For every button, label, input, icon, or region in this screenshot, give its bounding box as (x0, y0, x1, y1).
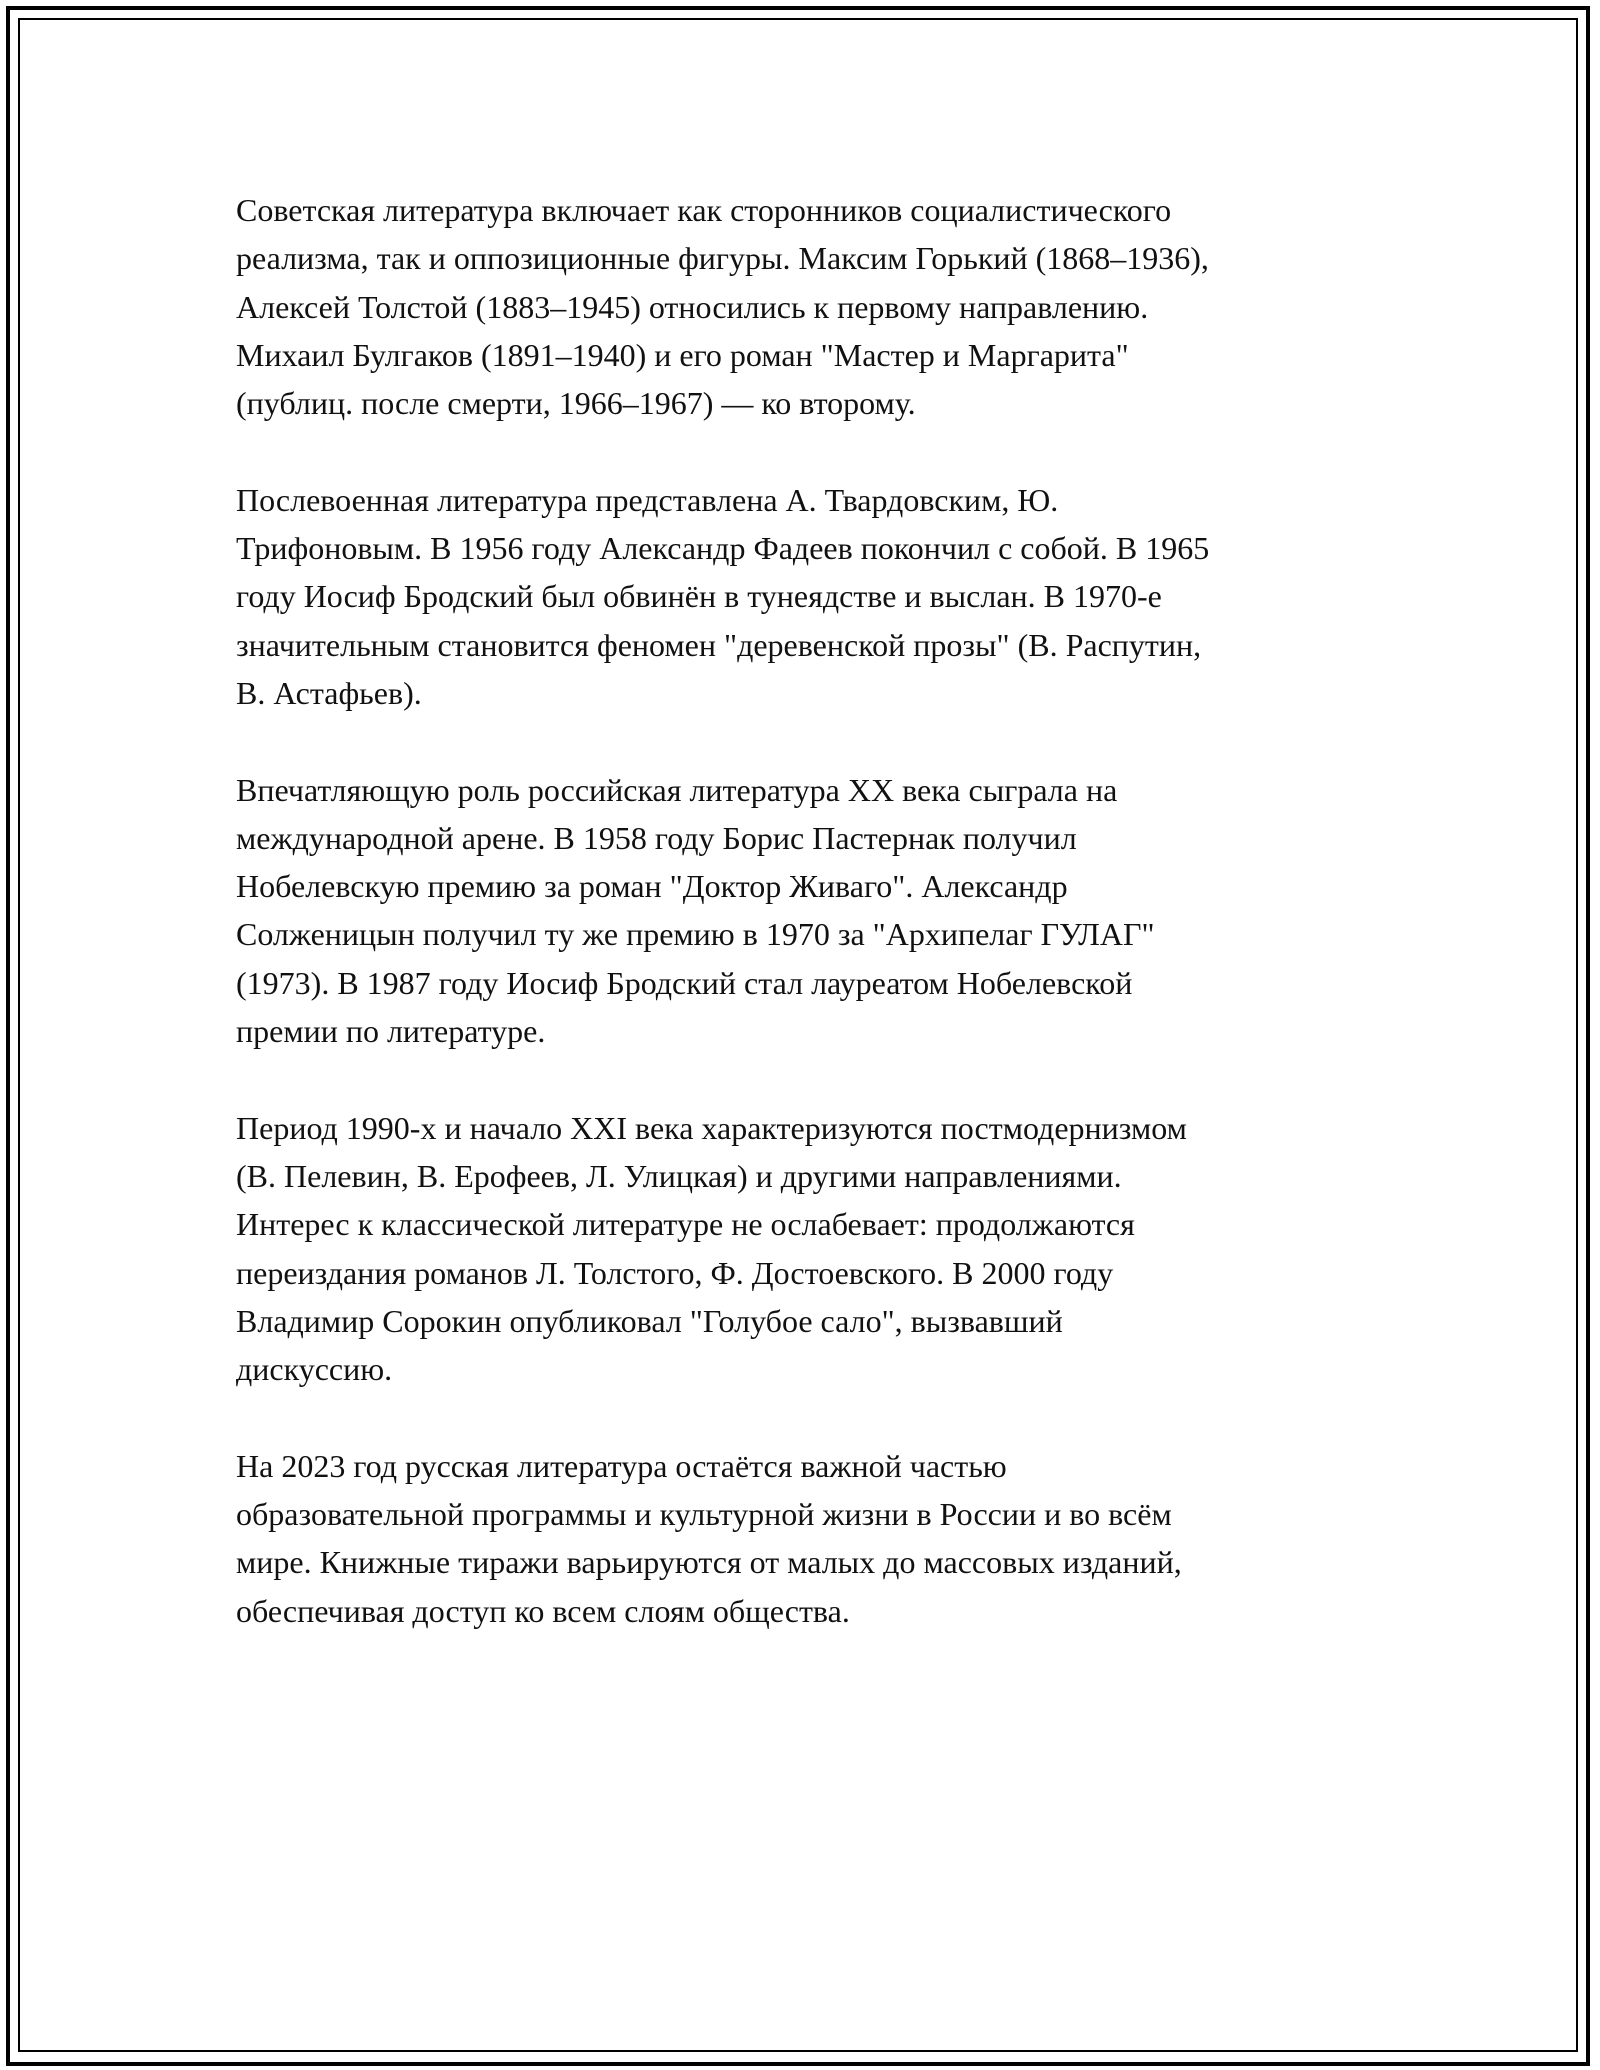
document-body (236, 186, 1386, 1683)
paragraph-postmodernism: Период 1990-х и начало XXI века характеризуются постмодернизмом (В. Пелевин, В. Ерофеев, Л. Улицкая) и другими направлениями. Интерес к классической литературе не ослабевает: продолжаются переиздания романов Л. Толстого, Ф. Достоевского. В 2000 году Владимир Сорокин опубликовал "Голубое сало", вызвавший дискуссию. (236, 1109, 1187, 1388)
paragraph-soviet-literature: Советская литература включает как сторонников социалистического реализма, так и оппозиционные фигуры. Максим Горький (1868–1936), Алексей Толстой (1883–1945) относились к первому направлению. Михаил Булгаков (1891–1940) и его роман "Мастер и Маргарита" (публиц. после смерти, 1966–1967) — ко второму. (236, 192, 1209, 422)
paragraph-international-role: Впечатляющую роль российская литература XX века сыграла на международной арене. В 1958 году Борис Пастернак получил Нобелевскую премию за роман "Доктор Живаго". Александр Солженицын получил ту же премию в 1970 за "Архипелаг ГУЛАГ" (1973). В 1987 году Иосиф Бродский стал лауреатом Нобелевской премии по литературе. (236, 771, 1155, 1050)
paragraph-postwar-literature: Послевоенная литература представлена А. Твардовским, Ю. Трифоновым. В 1956 году Александр Фадеев покончил с собой. В 1965 году Иосиф Бродский был обвинён в тунеядстве и выслан. В 1970-е значительным становится феномен "деревенской прозы" (В. Распутин, В. Астафьев). (236, 481, 1210, 711)
paragraph-present-day: На 2023 год русская литература остаётся важной частью образовательной программы и культурной жизни в России и во всём мире. Книжные тиражи варьируются от малых до массовых изданий, обеспечивая доступ ко всем слоям общества. (236, 1447, 1182, 1629)
